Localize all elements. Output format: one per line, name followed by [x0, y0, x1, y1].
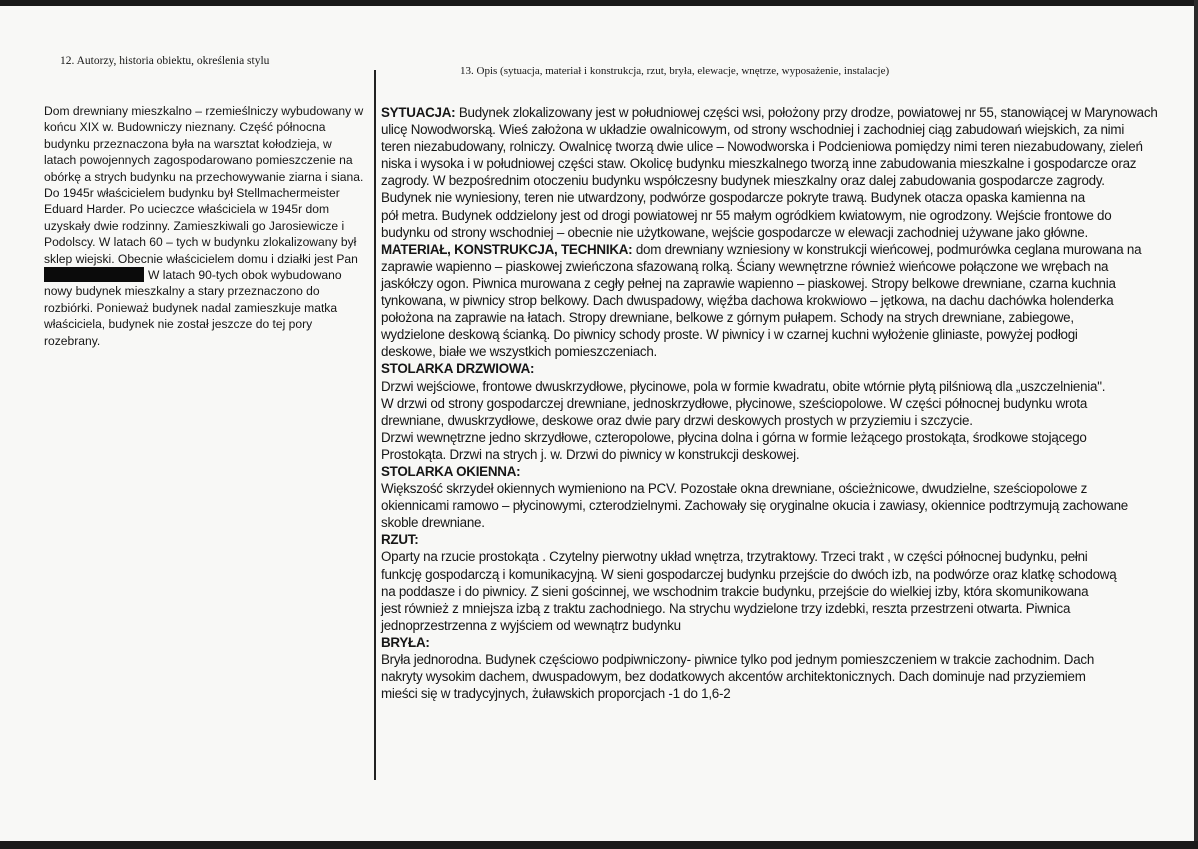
history-line: Do 1945r właścicielem budynku był Stellmachermeister — [44, 186, 340, 201]
history-line-text: W latach 90-tych obok wybudowano — [148, 268, 342, 283]
description-line — [381, 104, 1193, 121]
description-line — [381, 685, 1193, 702]
description-line-text: budynku od strony wschodniej – obecnie nie użytkowane, wejście gospodarcze w elewacji zachodniej używane jako główne. — [381, 224, 1088, 240]
history-line: obórkę a strych budynku na przechowywanie ziarna i siana. — [44, 169, 364, 184]
description-line-text: Drzwi wejściowe, frontowe dwuskrzydłowe, płycinowe, pola w formie kwadratu, obite wtórnie płytą pilśniową dla „uszczelnienia". — [381, 378, 1106, 394]
description-line-text: Większość skrzydeł okiennych wymieniono na PCV. Pozostałe okna drewniane, ościeżnicowe, dwudzielne, sześciopolowe z — [381, 481, 1088, 497]
description-line-text: Bryła jednorodna. Budynek częściowo podpiwniczony- piwnice tylko pod jednym pomieszczeniem w trakcie zachodnim. Dach — [381, 652, 1095, 667]
description-line — [381, 309, 1193, 326]
description-line — [381, 668, 1193, 685]
scan-edge-right — [1194, 0, 1198, 849]
description-line — [381, 292, 1193, 309]
section-heading: RZUT: — [381, 532, 419, 548]
description-line-text: nakryty wysokim dachem, dwuspadowym, bez dodatkowych akcentów architektonicznych. Dach dominuje nad przyziemiem — [381, 669, 1086, 685]
description-line-text: ulicę Nowodworską. Wieś założona w układzie owalnicowym, od strony wschodniej i zachodniej ciąg zabudowań wiejskich, za nimi — [381, 122, 1125, 138]
description-line — [381, 326, 1193, 343]
description-line — [381, 189, 1193, 206]
history-line: rozebrany. — [44, 333, 101, 348]
description-line-text: zaprawie wapienno – piaskowej zwieńczona sfazowaną rolką. Ściany wewnętrzne również wieńcowe połączone we wrębach na — [381, 258, 1109, 274]
description-line-text: Oparty na rzucie prostokąta . Czytelny pierwotny układ wnętrza, trzytraktowy. Trzeci trakt , w części północnej budynku, pełni — [381, 549, 1088, 565]
history-line — [44, 267, 368, 283]
description-line-text: wydzielone deskową ścianką. Do piwnicy schody proste. W piwnicy i w czarnej kuchni wyłożenie gliniaste, powyżej podłogi — [381, 327, 1078, 343]
description-line-text: skoble drewniane. — [381, 515, 485, 531]
history-line: budynku przeznaczona była na warsztat kołodzieja, w — [44, 136, 332, 151]
history-text — [44, 103, 368, 349]
description-line — [381, 224, 1193, 241]
section-heading: MATERIAŁ, KONSTRUKCJA, TECHNIKA: — [381, 241, 633, 257]
description-line-text: mieści się w tradycyjnych, żuławskich proporcjach -1 do 1,6-2 — [381, 686, 731, 702]
description-line — [381, 634, 1193, 651]
section-heading: STOLARKA DRZWIOWA: — [381, 361, 535, 377]
description-line — [381, 360, 1193, 377]
history-line: uzyskały dwie rodzinny. Zamieszkiwali go Jarosiewicze i — [44, 218, 345, 233]
scan-edge-top — [0, 0, 1198, 6]
description-line — [381, 583, 1193, 600]
history-line: nowy budynek mieszkalny a stary przeznaczono do — [44, 284, 320, 299]
description-line — [381, 463, 1193, 480]
description-line-text: okiennicami ramowo – płycinowymi, czterodzielnymi. Zachowały się oryginalne okucia i zawiasy, okiennice podtrzymują zachowane — [381, 498, 1128, 514]
description-line — [381, 548, 1193, 565]
description-line-text: Drzwi wewnętrzne jedno skrzydłowe, czteropolowe, płycina dolna i górna w formie leżącego prostokąta, środkowe stojącego — [381, 429, 1087, 445]
description-line-text: niska i wysoka i w południowej części staw. Okolicę budynku mieszkalnego tworzą inne zabudowania mieszkalne i gospodarcze oraz — [381, 156, 1137, 172]
description-line-text: W drzwi od strony gospodarczej drewniane, jednoskrzydłowe, płycinowe, sześciopolowe. W części północnej budynku wrota — [381, 395, 1088, 411]
description-line — [381, 429, 1193, 446]
scan-edge-bottom — [0, 841, 1198, 849]
description-line — [381, 412, 1193, 429]
redaction-block — [44, 267, 144, 282]
history-line: latach powojennych zagospodarowano pomieszczenie na — [44, 153, 353, 168]
history-line: Dom drewniany mieszkalno – rzemieślniczy wybudowany w — [44, 104, 364, 118]
description-line — [381, 155, 1193, 172]
description-line-text: położona na zaprawie na łatach. Stropy drewniane, belkowe z górnym pułapem. Schody na strych drewniane, zabiegowe, — [381, 310, 1074, 326]
column-divider — [374, 70, 376, 780]
description-line — [381, 446, 1193, 463]
description-line-text: teren niezabudowany, rolniczy. Owalnicę tworzą dwie ulice – Nowodworska i Podcieniowa pomiędzy nimi teren niezabudowany, zieleń — [381, 139, 1143, 155]
description-line — [381, 497, 1193, 514]
description-line-text: na poddasze i do piwnicy. Z sieni gościnnej, we wschodnim trakcie budynku, przejście do wielkiej izby, która skomunikowana — [381, 583, 1089, 599]
history-line: Podolscy. W latach 60 – tych w budynku zlokalizowany był — [44, 235, 357, 250]
description-line-text: Budynek nie wyniesiony, teren nie utwardzony, podwórze gospodarcze pokryte trawą. Budynek otacza opaska kamienna na — [381, 190, 1085, 206]
section-12-header: 12. Autorzy, historia obiektu, określenia stylu — [60, 55, 270, 67]
description-line — [381, 531, 1193, 548]
history-line: właściciela, budynek nie został jeszcze do tej pory — [44, 317, 313, 332]
description-line — [381, 514, 1193, 531]
description-line — [381, 378, 1193, 395]
description-line — [381, 275, 1193, 292]
history-line: rozbiórki. Ponieważ budynek nadal zamieszkuje matka — [44, 300, 338, 315]
description-line-text: deskowe, białe we wszystkich pomieszczeniach. — [381, 344, 658, 360]
description-line — [381, 343, 1193, 360]
description-line — [381, 258, 1193, 275]
history-line: sklep wiejski. Obecnie właścicielem domu i działki jest Pan — [44, 251, 358, 266]
description-line — [381, 600, 1193, 617]
description-line-text: jednoprzestrzenna z wyjściem od wewnątrz budynku — [381, 617, 681, 633]
description-line — [381, 207, 1193, 224]
history-line: Eduard Harder. Po ucieczce właściciela w 1945r dom — [44, 202, 330, 217]
description-line-text: funkcję gospodarczą i komunikacyjną. W sieni gospodarczej budynku przejście do dwóch izb, na podwórze oraz klatkę schodową — [381, 566, 1117, 582]
description-line — [381, 138, 1193, 155]
description-line — [381, 566, 1193, 583]
description-line-text: jest również z mniejsza izbą z traktu zachodniego. Na strychu wydzielone trzy izdebki, reszta przestrzeni otwarta. Piwnica — [381, 600, 1071, 616]
description-line-text: Prostokąta. Drzwi na strych j. w. Drzwi do piwnicy w konstrukcji deskowej. — [381, 446, 800, 462]
description-line — [381, 480, 1193, 497]
description-line-text: dom drewniany wzniesiony w konstrukcji wieńcowej, podmurówka ceglana murowana na — [632, 241, 1142, 257]
section-heading: SYTUACJA: — [381, 105, 456, 120]
description-line — [381, 121, 1193, 138]
section-heading: STOLARKA OKIENNA: — [381, 463, 521, 479]
description-line — [381, 172, 1193, 189]
description-line-text: Budynek zlokalizowany jest w południowej części wsi, położony przy drodze, powiatowej nr 55, stanowiącej w Marynowach — [455, 105, 1158, 120]
description-line-text: tynkowana, w piwnicy strop belkowy. Dach dwuspadowy, więźba dachowa krokwiowo – jętkowa, na dachu dachówka holenderka — [381, 293, 1114, 309]
description-line-text: jaskółczy ogon. Piwnica murowana z cegły pełnej na zaprawie wapienno – piaskowej. Stropy belkowe drewniane, czarna kuchnia — [381, 275, 1116, 291]
description-line — [381, 241, 1193, 258]
section-13-header: 13. Opis (sytuacja, materiał i konstrukcja, rzut, bryła, elewacje, wnętrze, wyposażenie, instalacje) — [460, 65, 890, 77]
description-line — [381, 651, 1193, 668]
description-text — [381, 104, 1193, 702]
description-line — [381, 395, 1193, 412]
description-line — [381, 617, 1193, 634]
description-line-text: drewniane, dwuskrzydłowe, deskowe oraz dwie pary drzwi deskowych prostych w przyziemiu i szczycie. — [381, 412, 973, 428]
section-heading: BRYŁA: — [381, 634, 430, 650]
history-line: końcu XIX w. Budowniczy nieznany. Część północna — [44, 120, 326, 135]
description-line-text: pół metra. Budynek oddzielony jest od drogi powiatowej nr 55 małym ogródkiem kwiatowym, nie ogrodzony. Wejście frontowe do — [381, 207, 1112, 223]
description-line-text: zagrody. W bezpośrednim otoczeniu budynku współczesny budynek mieszkalny oraz dalej zabudowania gospodarcze zagrody. — [381, 173, 1105, 189]
